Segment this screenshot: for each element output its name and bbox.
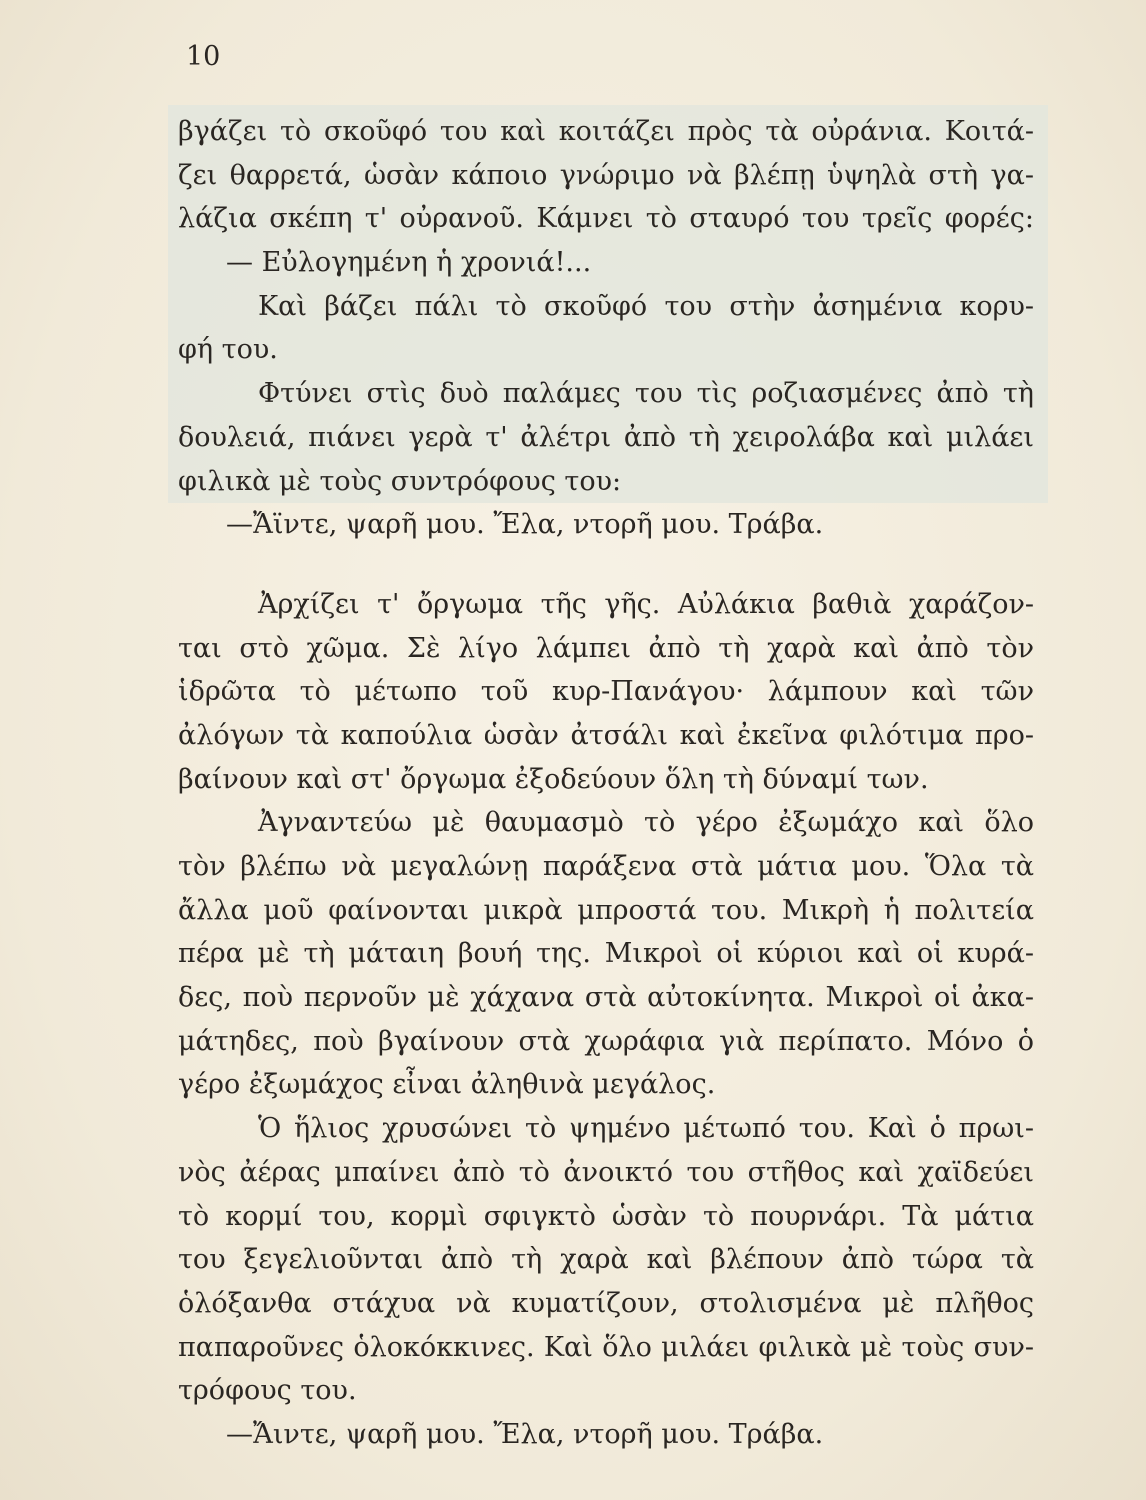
text-line: Ὁ ἥλιος χρυσώνει τὸ ψημένο μέτωπό του. Καὶ ὁ πρωι- bbox=[258, 1113, 1034, 1145]
text-line: Ἀγναντεύω μὲ θαυμασμὸ τὸ γέρο ἐξωμάχο καὶ ὅλο bbox=[258, 807, 1034, 839]
text-line: παπαροῦνες ὁλοκόκκινες. Καὶ ὅλο μιλάει φιλικὰ μὲ τοὺς συν- bbox=[178, 1331, 1034, 1363]
text-line: ἱδρῶτα τὸ μέτωπο τοῦ κυρ-Πανάγου· λάμπουν καὶ τῶν bbox=[178, 676, 1034, 708]
dialogue-line: —Ἄϊντε, ψαρῆ μου. Ἔλα, ντορῆ μου. Τράβα. bbox=[226, 509, 824, 541]
paragraph-gap bbox=[178, 547, 1034, 583]
body-text bbox=[178, 110, 1034, 1457]
dialogue-line: —Ἄιντε, ψαρῆ μου. Ἔλα, ντορῆ μου. Τράβα. bbox=[226, 1418, 824, 1450]
dialogue-line: — Εὐλογημένη ἡ χρονιά!... bbox=[226, 247, 592, 279]
text-line: ται στὸ χῶμα. Σὲ λίγο λάμπει ἀπὸ τὴ χαρὰ καὶ ἀπὸ τὸν bbox=[178, 632, 1034, 664]
text-line: λάζια σκέπη τ' οὐρανοῦ. Κάμνει τὸ σταυρό του τρεῖς φορές: bbox=[178, 203, 1034, 235]
text-line: πέρα μὲ τὴ μάταιη βουή της. Μικροὶ οἱ κύριοι καὶ οἱ κυρά- bbox=[178, 938, 1034, 970]
text-line: ζει θαρρετά, ὡσὰν κάποιο γνώριμο νὰ βλέπῃ ὑψηλὰ στὴ γα- bbox=[178, 159, 1034, 191]
text-line: γέρο ἐξωμάχος εἶναι ἀληθινὰ μεγάλος. bbox=[178, 1069, 716, 1101]
text-line: νὸς ἀέρας μπαίνει ἀπὸ τὸ ἀνοικτό του στῆθος καὶ χαϊδεύει bbox=[178, 1156, 1034, 1188]
text-line: Καὶ βάζει πάλι τὸ σκοῦφό του στὴν ἀσημένια κορυ- bbox=[258, 290, 1034, 322]
text-line: Ἀρχίζει τ' ὄργωμα τῆς γῆς. Αὐλάκια βαθιὰ χαράζον- bbox=[258, 588, 1034, 620]
page-number: 10 bbox=[186, 41, 221, 72]
text-line: βαίνουν καὶ στ' ὄργωμα ἐξοδεύουν ὅλη τὴ δύναμί των. bbox=[178, 763, 929, 795]
text-line: φιλικὰ μὲ τοὺς συντρόφους του: bbox=[178, 465, 622, 497]
text-line: του ξεγελιοῦνται ἀπὸ τὴ χαρὰ καὶ βλέπουν ἀπὸ τώρα τὰ bbox=[178, 1244, 1034, 1276]
text-line: τρόφους του. bbox=[178, 1375, 357, 1407]
text-line: βγάζει τὸ σκοῦφό του καὶ κοιτάζει πρὸς τὰ οὐράνια. Κοιτά- bbox=[178, 116, 1034, 147]
text-line: τὸν βλέπω νὰ μεγαλώνῃ παράξενα στὰ μάτια μου. Ὅλα τὰ bbox=[178, 851, 1034, 882]
text-line: ἄλλα μοῦ φαίνονται μικρὰ μπροστά του. Μικρὴ ἡ πολιτεία bbox=[178, 894, 1034, 926]
text-line: φή του. bbox=[178, 334, 278, 366]
text-line: δουλειά, πιάνει γερὰ τ' ἀλέτρι ἀπὸ τὴ χειρολάβα καὶ μιλάει bbox=[178, 421, 1034, 453]
text-line: δες, ποὺ περνοῦν μὲ χάχανα στὰ αὐτοκίνητα. Μικροὶ οἱ ἀκα- bbox=[178, 982, 1034, 1014]
text-line: μάτηδες, ποὺ βγαίνουν στὰ χωράφια γιὰ περίπατο. Μόνο ὁ bbox=[178, 1025, 1034, 1057]
text-line: τὸ κορμί του, κορμὶ σφιγκτὸ ὡσὰν τὸ πουρνάρι. Τὰ μάτια bbox=[178, 1200, 1034, 1232]
text-line: ὁλόξανθα στάχυα νὰ κυματίζουν, στολισμένα μὲ πλῆθος bbox=[178, 1287, 1034, 1319]
text-line: Φτύνει στὶς δυὸ παλάμες του τὶς ροζιασμένες ἀπὸ τὴ bbox=[258, 378, 1034, 410]
text-line: ἀλόγων τὰ καπούλια ὡσὰν ἀτσάλι καὶ ἐκεῖνα φιλότιμα προ- bbox=[178, 719, 1034, 751]
